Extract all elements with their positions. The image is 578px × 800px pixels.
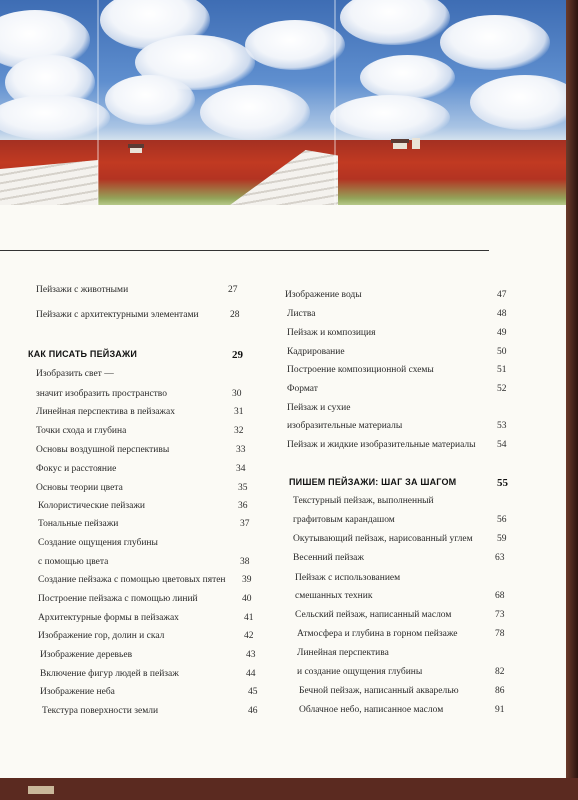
toc-page-number: 27	[228, 285, 238, 295]
toc-entry[interactable]	[38, 519, 268, 535]
toc-entry-title: Фокус и расстояние	[36, 464, 117, 474]
toc-entry-title: изобразительные материалы	[287, 421, 403, 431]
toc-entry-title: Тональные пейзажи	[38, 519, 119, 529]
toc-page-number: 31	[234, 407, 244, 417]
toc-entry[interactable]	[36, 285, 266, 301]
toc-entry[interactable]	[297, 648, 517, 664]
toc-entry[interactable]	[297, 667, 517, 683]
toc-entry-title: Основы воздушной перспективы	[36, 445, 170, 455]
cloud	[330, 95, 450, 140]
toc-entry[interactable]	[38, 557, 268, 573]
toc-entry[interactable]	[299, 686, 519, 702]
toc-entry-title: Архитектурные формы в пейзажах	[38, 613, 179, 623]
toc-entry[interactable]	[293, 534, 513, 550]
toc-entry-title: Пейзажи с животными	[36, 285, 129, 295]
toc-page-number: 39	[242, 575, 252, 585]
toc-entry[interactable]	[38, 613, 268, 629]
toc-entry-title: Пейзажи с архитектурными элементами	[36, 310, 199, 320]
toc-entry[interactable]	[287, 347, 507, 363]
toc-entry-title: Весенний пейзаж	[293, 553, 364, 563]
cloud	[105, 75, 195, 125]
toc-entry[interactable]	[40, 650, 270, 666]
toc-page-number: 30	[232, 389, 242, 399]
toc-entry-title: Создание пейзажа с помощью цветовых пятен	[38, 575, 226, 585]
toc-entry-title: Бечной пейзаж, написанный акварелью	[299, 686, 459, 696]
toc-page-number: 50	[497, 347, 507, 357]
toc-entry-title: Сельский пейзаж, написанный маслом	[295, 610, 452, 620]
book-edge	[0, 778, 578, 800]
toc-entry[interactable]	[293, 553, 513, 569]
cloud	[440, 15, 550, 70]
toc-entry-title: Создание ощущения глубины	[38, 538, 158, 548]
label-strip	[28, 786, 54, 794]
farmhouse	[393, 142, 407, 149]
panel-divider	[97, 0, 99, 205]
toc-entry-title: Колористические пейзажи	[38, 501, 146, 511]
toc-entry[interactable]	[287, 328, 507, 344]
toc-entry-title: и создание ощущения глубины	[297, 667, 423, 677]
toc-page-number: 36	[238, 501, 248, 511]
toc-entry-title: Листва	[287, 309, 316, 319]
toc-page-number: 44	[246, 669, 256, 679]
toc-entry[interactable]	[297, 629, 517, 645]
toc-entry-title: Изображение деревьев	[40, 650, 133, 660]
toc-page-number: 48	[497, 309, 507, 319]
toc-entry[interactable]	[287, 309, 507, 325]
toc-entry[interactable]	[38, 538, 268, 554]
toc-entry[interactable]	[36, 445, 266, 461]
toc-entry[interactable]	[36, 389, 266, 405]
toc-entry[interactable]	[38, 594, 268, 610]
toc-entry-title: с помощью цвета	[38, 557, 109, 567]
toc-page-number: 53	[497, 421, 507, 431]
toc-entry[interactable]	[36, 483, 266, 499]
toc-entry-title: Построение композиционной схемы	[287, 365, 434, 375]
landscape-illustration	[0, 0, 566, 205]
toc-entry-title: Линейная перспектива в пейзажах	[36, 407, 175, 417]
toc-entry[interactable]	[38, 575, 268, 591]
toc-page-number: 47	[497, 290, 507, 300]
toc-entry-title: Текстурный пейзаж, выполненный	[293, 496, 434, 506]
book-spine	[566, 0, 578, 800]
toc-entry-title: Кадрирование	[287, 347, 345, 357]
toc-entry[interactable]	[287, 421, 507, 437]
toc-page-number: 41	[244, 613, 254, 623]
toc-entry-title: Пейзаж и сухие	[287, 403, 351, 413]
toc-page-number: 52	[497, 384, 507, 394]
toc-page-number: 91	[495, 705, 505, 715]
toc-page-number: 86	[495, 686, 505, 696]
farmhouse	[412, 138, 420, 149]
toc-entry-title: Изображение воды	[285, 290, 362, 300]
toc-section-heading[interactable]	[28, 349, 258, 365]
toc-page-number: 34	[236, 464, 246, 474]
toc-entry-title: Окутывающий пейзаж, нарисованный углем	[293, 534, 473, 544]
toc-entry-title: Основы теории цвета	[36, 483, 123, 493]
toc-page-number: 78	[495, 629, 505, 639]
toc-entry[interactable]	[287, 384, 507, 400]
toc-page-number: 63	[495, 553, 505, 563]
toc-page-number: 37	[240, 519, 250, 529]
toc-entry[interactable]	[38, 631, 268, 647]
cloud	[470, 75, 566, 130]
toc-page-number: 55	[497, 477, 508, 489]
toc-page-number: 73	[495, 610, 505, 620]
toc-page-number: 45	[248, 687, 258, 697]
toc-entry[interactable]	[36, 464, 266, 480]
toc-entry-title: Пейзаж с использованием	[295, 573, 401, 583]
cloud	[245, 20, 345, 70]
toc-entry[interactable]	[36, 369, 266, 385]
toc-page-number: 51	[497, 365, 507, 375]
toc-page-number: 56	[497, 515, 507, 525]
toc-entry-title: Включение фигур людей в пейзаж	[40, 669, 179, 679]
toc-page-number: 40	[242, 594, 252, 604]
toc-entry[interactable]	[299, 705, 519, 721]
toc-entry-title: графитовым карандашом	[293, 515, 395, 525]
panel-divider	[334, 0, 336, 205]
toc-entry-title: Пейзаж и композиция	[287, 328, 376, 338]
toc-entry[interactable]	[293, 515, 513, 531]
toc-entry[interactable]	[42, 706, 272, 722]
toc-entry[interactable]	[38, 501, 268, 517]
toc-page-number: 49	[497, 328, 507, 338]
toc-page-number: 32	[234, 426, 244, 436]
toc-page-number: 42	[244, 631, 254, 641]
toc-entry-title: значит изобразить пространство	[36, 389, 167, 399]
toc-page-number: 38	[240, 557, 250, 567]
farmhouse-roof	[391, 139, 409, 143]
toc-entry-title: Формат	[287, 384, 318, 394]
toc-entry-title: Изображение неба	[40, 687, 115, 697]
toc-page-number: 29	[232, 349, 243, 361]
toc-entry-title: Изображение гор, долин и скал	[38, 631, 165, 641]
toc-entry-title: ПИШЕМ ПЕЙЗАЖИ: ШАГ ЗА ШАГОМ	[289, 477, 457, 487]
toc-page-number: 35	[238, 483, 248, 493]
toc-entry-title: Текстура поверхности земли	[42, 706, 159, 716]
toc-page-number: 68	[495, 591, 505, 601]
divider-line	[0, 250, 489, 251]
toc-entry-title: Пейзаж и жидкие изобразительные материалы	[287, 440, 476, 450]
cloud	[0, 95, 110, 140]
toc-entry-title: Атмосфера и глубина в горном пейзаже	[297, 629, 458, 639]
toc-entry-title: Точки схода и глубина	[36, 426, 127, 436]
toc-entry-title: смешанных техник	[295, 591, 373, 601]
cloud	[200, 85, 310, 140]
cloud	[340, 0, 450, 45]
farmhouse-roof	[128, 144, 144, 148]
toc-entry-title: Изобразить свет —	[36, 369, 114, 379]
cloud	[360, 55, 455, 100]
toc-entry-title: Построение пейзажа с помощью линий	[38, 594, 198, 604]
toc-entry[interactable]	[293, 496, 513, 512]
toc-entry[interactable]	[40, 687, 270, 703]
toc-page-number: 46	[248, 706, 258, 716]
toc-page-number: 28	[230, 310, 240, 320]
toc-entry[interactable]	[287, 365, 507, 381]
toc-entry-title: Облачное небо, написанное маслом	[299, 705, 444, 715]
toc-entry[interactable]	[295, 610, 515, 626]
toc-page-number: 33	[236, 445, 246, 455]
toc-page-number: 59	[497, 534, 507, 544]
toc-entry[interactable]	[36, 426, 266, 442]
toc-entry-title: Линейная перспектива	[297, 648, 389, 658]
toc-entry[interactable]	[287, 403, 507, 419]
toc-page-number: 43	[246, 650, 256, 660]
toc-entry[interactable]	[295, 591, 515, 607]
toc-entry[interactable]	[295, 573, 515, 589]
toc-entry[interactable]	[40, 669, 270, 685]
toc-entry-title: КАК ПИСАТЬ ПЕЙЗАЖИ	[28, 349, 137, 359]
toc-page-number: 54	[497, 440, 507, 450]
toc-entry[interactable]	[36, 310, 266, 326]
toc-entry[interactable]	[287, 440, 507, 456]
toc-section-heading[interactable]	[289, 477, 509, 493]
toc-entry[interactable]	[36, 407, 266, 423]
toc-entry[interactable]	[285, 290, 505, 306]
toc-page-number: 82	[495, 667, 505, 677]
